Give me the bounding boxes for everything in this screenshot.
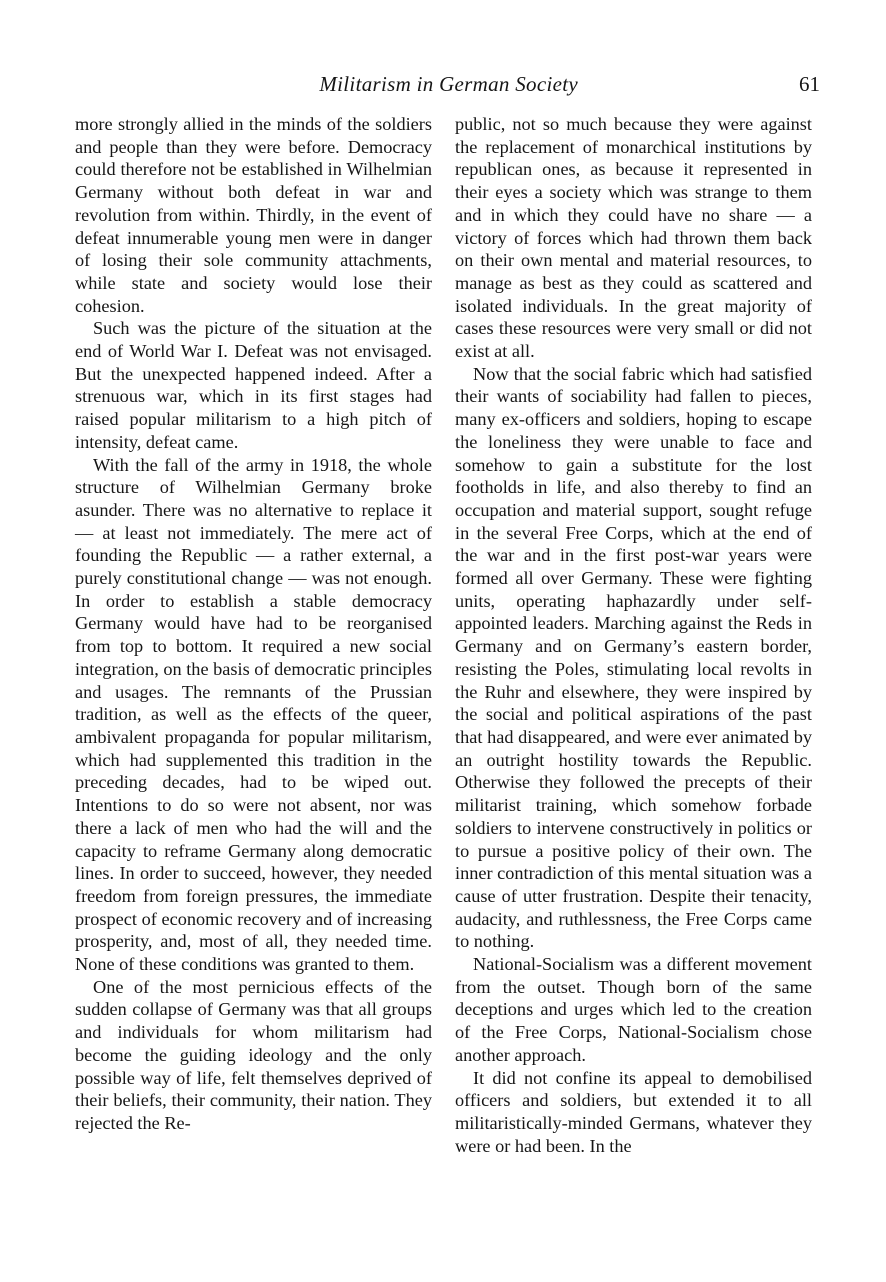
left-paragraph-1: more strongly allied in the minds of the soldiers and people than they were before. Democracy could therefore not be established in Wilhelmian Germany without both defeat in war and revolution from within. Thirdly, in the event of defeat innumerable young men were in danger of losing their sole community attachments, while state and society would lose their cohesion. [75, 114, 432, 316]
left-paragraph-4: One of the most pernicious effects of the sudden collapse of Germany was that all groups and individuals for whom militarism had become the guiding ideology and the only possible way of life, felt themselves deprived of their beliefs, their community, their nation. They rejected the Re- [75, 976, 432, 1133]
running-title: Militarism in German Society [319, 72, 578, 96]
running-head [0, 72, 886, 102]
right-paragraph-3: National-Socialism was a different movement from the outset. Though born of the same deceptions and urges which led to the creation of the Free Corps, National-Socialism chose another approach. [455, 954, 812, 1065]
right-paragraph-2: Now that the social fabric which had satisfied their wants of sociability had fallen to pieces, many ex-officers and soldiers, hoping to escape the loneliness they were unable to face and somehow to gain a substitute for the lost footholds in life, and also thereby to find an occupation and material support, sought refuge in the several Free Corps, which at the end of the war and in the first post-war years were formed all over Germany. These were fighting units, operating haphazardly under self-appointed leaders. Marching against the Reds in Germany and on Germany’s eastern border, resisting the Poles, stimulating local revolts in the Ruhr and elsewhere, they were inspired by the social and political aspirations of the past that had disappeared, and were ever animated by an outright hostility towards the Republic. Otherwise they followed the precepts of their militarist training, which somehow forbade soldiers to intervene constructively in politics or to pursue a positive policy of their own. The inner contradiction of this mental situation was a cause of utter frustration. Despite their tenacity, audacity, and ruthlessness, the Free Corps came to nothing. [455, 363, 812, 952]
right-column [455, 113, 812, 1157]
left-paragraph-3: With the fall of the army in 1918, the whole structure of Wilhelmian Germany broke asunder. There was no alternative to replace it — at least not immediately. The mere act of founding the Republic — a rather external, a purely constitutional change — was not enough. In order to establish a stable democracy Germany would have had to be reorganised from top to bottom. It required a new social integration, on the basis of democratic principles and usages. The remnants of the Prussian tradition, as well as the effects of the queer, ambivalent propaganda for popular militarism, which had supplemented this tradition in the preceding decades, had to be wiped out. Intentions to do so were not absent, nor was there a lack of men who had the will and the capacity to reframe Germany along democratic lines. In order to succeed, however, they needed freedom from foreign pressures, the immediate prospect of economic recovery and of increasing prosperity, and, most of all, they needed time. None of these conditions was granted to them. [75, 454, 432, 975]
left-column [75, 113, 432, 1135]
right-paragraph-1: public, not so much because they were against the replacement of monarchical institutions by republican ones, as because it represented in their eyes a society which was strange to them and in which they could have no share — a victory of forces which had thrown them back on their own mental and material resources, to manage as best as they could as scattered and isolated individuals. In the great majority of cases these resources were very small or did not exist at all. [455, 114, 812, 362]
right-paragraph-4: It did not confine its appeal to demobilised officers and soldiers, but extended it to all militaristically-minded Germans, whatever they were or had been. In the [455, 1067, 812, 1156]
left-paragraph-2: Such was the picture of the situation at the end of World War I. Defeat was not envisaged. But the unexpected happened indeed. After a strenuous war, which in its first stages had raised popular militarism to a high pitch of intensity, defeat came. [75, 318, 432, 452]
page-number: 61 [799, 72, 820, 96]
